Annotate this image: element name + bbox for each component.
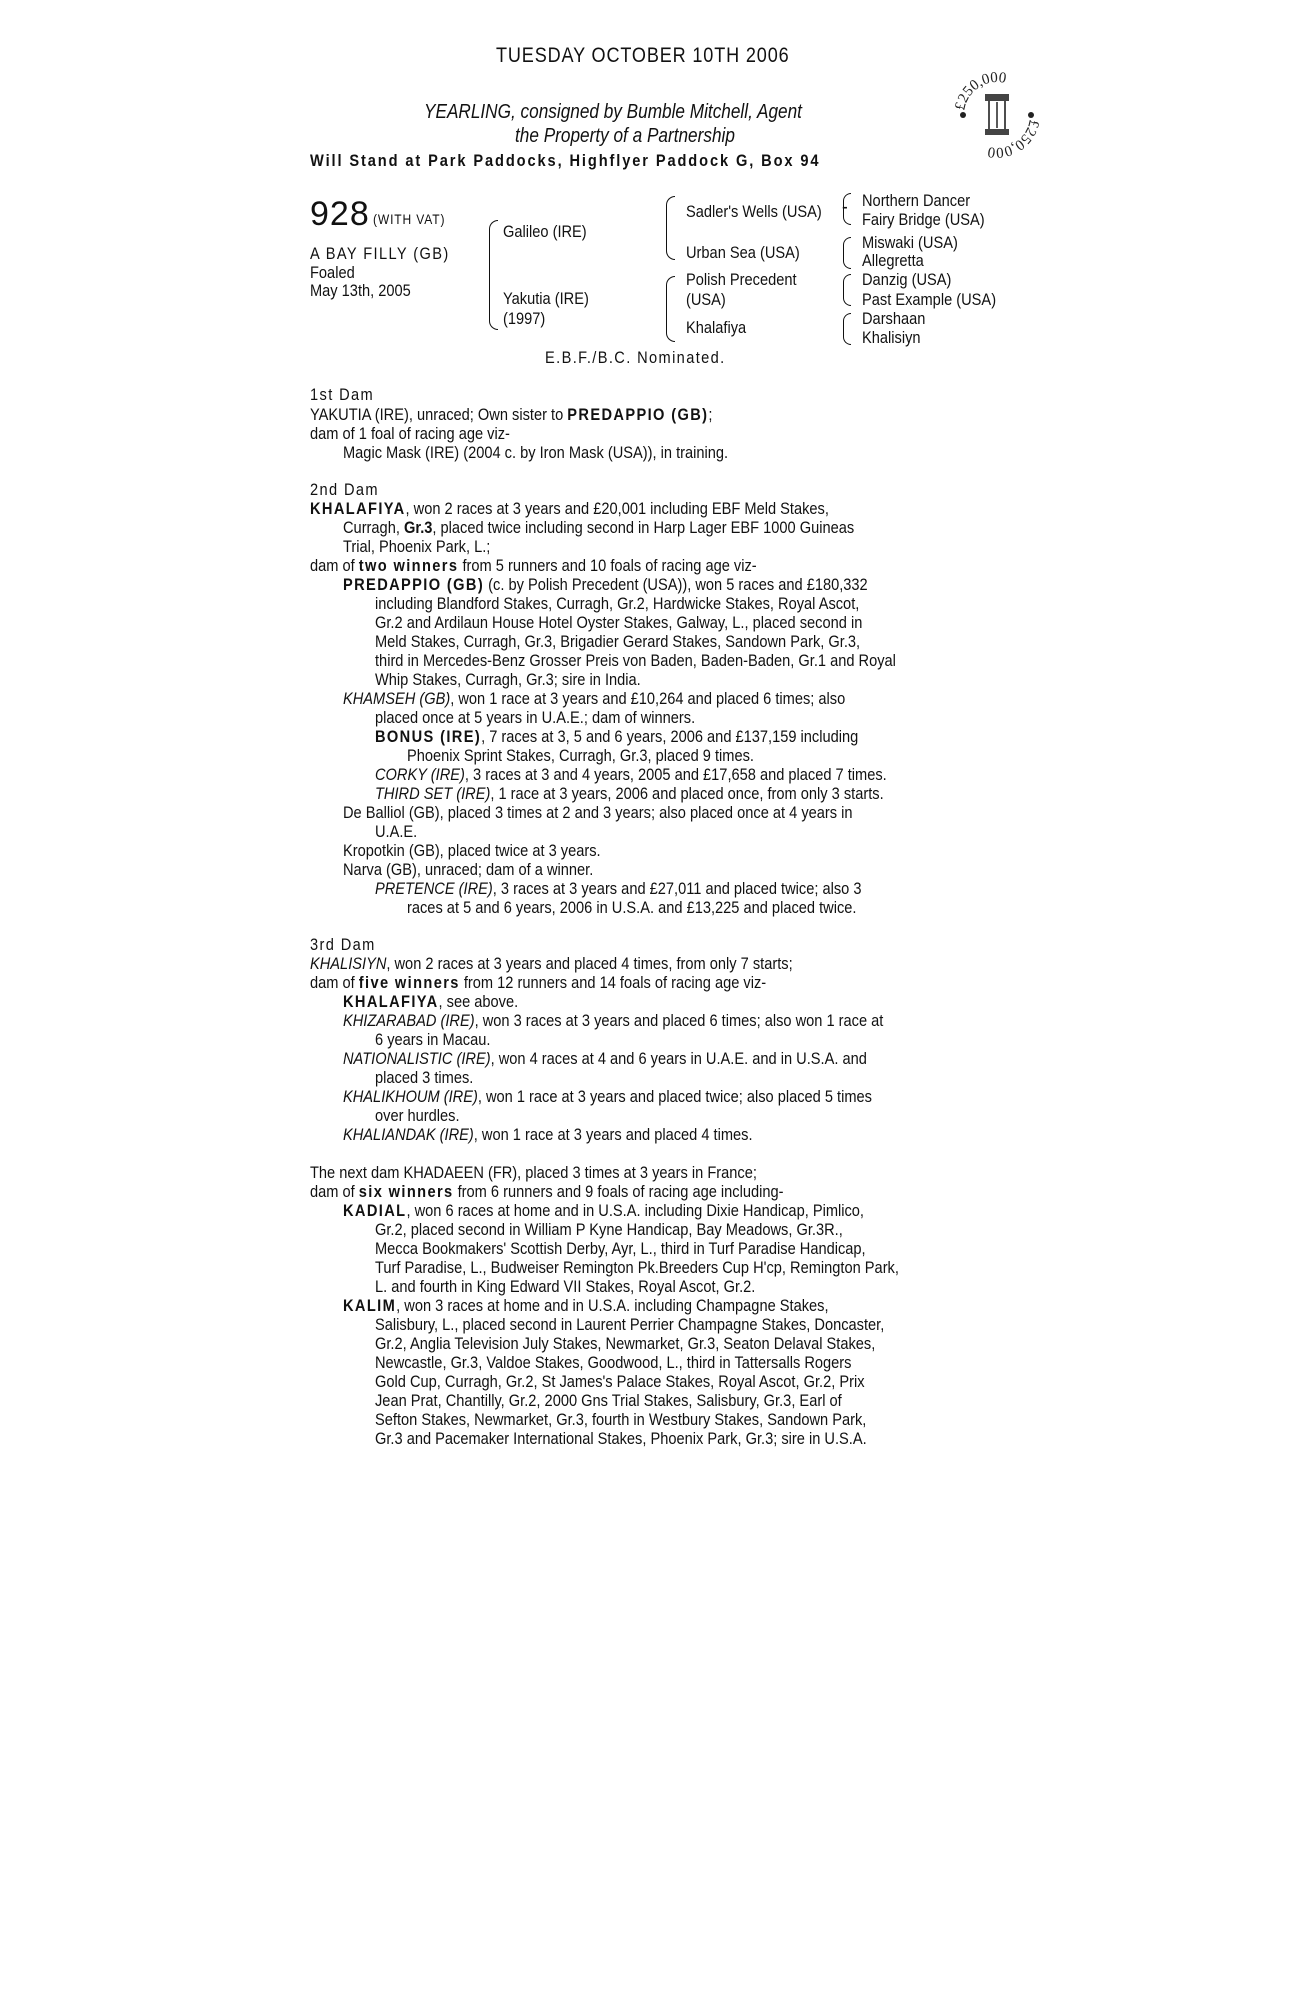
khaliandak-line: KHALIANDAK (IRE), won 1 race at 3 years and placed 4 times. <box>343 1125 753 1144</box>
third-dam-line: dam of five winners from 12 runners and 14 foals of racing age viz- <box>310 973 767 992</box>
kalim-line: Gr.3 and Pacemaker International Stakes, Phoenix Park, Gr.3; sire in U.S.A. <box>375 1429 867 1448</box>
khamseh-line: KHAMSEH (GB), won 1 race at 3 years and £10,264 and placed 6 times; also <box>343 689 846 708</box>
second-dam-line: dam of two winners from 5 runners and 10 foals of racing age viz- <box>310 556 757 575</box>
first-dam-line-1: YAKUTIA (IRE), unraced; Own sister to PREDAPPIO (GB); <box>310 405 713 424</box>
pedigree-dss: Danzig (USA) <box>862 270 952 289</box>
predappio-line: PREDAPPIO (GB) (c. by Polish Precedent (USA)), won 5 races and £180,332 <box>343 575 868 594</box>
khizarabad-line: 6 years in Macau. <box>375 1030 491 1049</box>
consignor-line: YEARLING, consigned by Bumble Mitchell, Agent <box>424 101 802 123</box>
khalafiya-line: KHALAFIYA, see above. <box>343 992 519 1011</box>
kalim-line: Sefton Stakes, Newmarket, Gr.3, fourth in Westbury Stakes, Sandown Park, <box>375 1410 867 1429</box>
kalim-line: Newcastle, Gr.3, Valdoe Stakes, Goodwood, L., third in Tattersalls Rogers <box>375 1353 852 1372</box>
first-dam-heading: 1st Dam <box>310 385 375 404</box>
kalim-line: Gr.2, Anglia Television July Stakes, Newmarket, Gr.3, Seaton Delaval Stakes, <box>375 1334 876 1353</box>
khamseh-line: placed once at 5 years in U.A.E.; dam of winners. <box>375 708 696 727</box>
pedigree-dam-year: (1997) <box>503 309 546 328</box>
de-balliol-line: De Balliol (GB), placed 3 times at 2 and 3 years; also placed once at 4 years in <box>343 803 853 822</box>
pedigree-bracket-dam <box>666 276 675 342</box>
kalim-line: Jean Prat, Chantilly, Gr.2, 2000 Gns Trial Stakes, Salisbury, Gr.3, Earl of <box>375 1391 842 1410</box>
corky-line: CORKY (IRE), 3 races at 3 and 4 years, 2005 and £17,658 and placed 7 times. <box>375 765 887 784</box>
pedigree-dam-sire-1: Polish Precedent <box>686 270 797 289</box>
predappio-line: Gr.2 and Ardilaun House Hotel Oyster Stakes, Galway, L., placed second in <box>375 613 863 632</box>
kropotkin-line: Kropotkin (GB), placed twice at 3 years. <box>343 841 601 860</box>
kalim-line: KALIM, won 3 races at home and in U.S.A. including Champagne Stakes, <box>343 1296 829 1315</box>
next-dam-line: The next dam KHADAEEN (FR), placed 3 times at 3 years in France; <box>310 1163 757 1182</box>
pedigree-connector: - <box>842 196 848 218</box>
pedigree-sire-sire: Sadler's Wells (USA) <box>686 202 822 221</box>
pedigree-dsd: Past Example (USA) <box>862 290 997 309</box>
stamp-price-bottom: £250,000 <box>986 118 1042 160</box>
second-dam-line: KHALAFIYA, won 2 races at 3 years and £20,001 including EBF Meld Stakes, <box>310 499 829 518</box>
predappio-line: third in Mercedes-Benz Grosser Preis von Baden, Baden-Baden, Gr.1 and Royal <box>375 651 896 670</box>
third-set-line: THIRD SET (IRE), 1 race at 3 years, 2006 and placed once, from only 3 starts. <box>375 784 884 803</box>
kalim-line: Salisbury, L., placed second in Laurent Perrier Champagne Stakes, Doncaster, <box>375 1315 885 1334</box>
pedigree-bracket-sire <box>666 196 675 260</box>
pedigree-dds: Darshaan <box>862 309 926 328</box>
first-dam-line-2: dam of 1 foal of racing age viz- <box>310 424 510 443</box>
pedigree-sds: Miswaki (USA) <box>862 233 958 252</box>
foaled-label: Foaled <box>310 263 355 282</box>
pedigree-bracket-sd <box>843 237 851 269</box>
nationalistic-line: placed 3 times. <box>375 1068 474 1087</box>
second-dam-heading: 2nd Dam <box>310 480 379 499</box>
pedigree-bracket-dd <box>843 313 851 345</box>
nationalistic-line: NATIONALISTIC (IRE), won 4 races at 4 and 6 years in U.A.E. and in U.S.A. and <box>343 1049 867 1068</box>
lot-description: A BAY FILLY (GB) <box>310 244 450 263</box>
pretence-line: races at 5 and 6 years, 2006 in U.S.A. and £13,225 and placed twice. <box>407 898 857 917</box>
first-dam-line-3: Magic Mask (IRE) (2004 c. by Iron Mask (USA)), in training. <box>343 443 729 462</box>
pedigree-bracket-main <box>489 220 498 330</box>
kadial-line: KADIAL, won 6 races at home and in U.S.A. including Dixie Handicap, Pimlico, <box>343 1201 864 1220</box>
second-dam-line: Trial, Phoenix Park, L.; <box>343 537 491 556</box>
pedigree-sdd: Allegretta <box>862 251 924 270</box>
pretence-line: PRETENCE (IRE), 3 races at 3 years and £27,011 and placed twice; also 3 <box>375 879 862 898</box>
vat-note: (WITH VAT) <box>373 211 446 227</box>
next-dam-line: dam of six winners from 6 runners and 9 foals of racing age including- <box>310 1182 784 1201</box>
pedigree-dam-sire-2: (USA) <box>686 290 726 309</box>
kadial-line: Mecca Bookmakers' Scottish Derby, Ayr, L., third in Turf Paradise Handicap, <box>375 1239 866 1258</box>
de-balliol-line: U.A.E. <box>375 822 418 841</box>
bonus-line: Phoenix Sprint Stakes, Curragh, Gr.3, placed 9 times. <box>407 746 754 765</box>
pedigree-dam: Yakutia (IRE) <box>503 289 589 308</box>
bonus-line: BONUS (IRE), 7 races at 3, 5 and 6 years, 2006 and £137,159 including <box>375 727 859 746</box>
kalim-line: Gold Cup, Curragh, Gr.2, St James's Palace Stakes, Royal Ascot, Gr.2, Prix <box>375 1372 865 1391</box>
pedigree-sire-dam: Urban Sea (USA) <box>686 243 800 262</box>
predappio-line: Meld Stakes, Curragh, Gr.3, Brigadier Gerard Stakes, Sandown Park, Gr.3, <box>375 632 861 651</box>
svg-text:£250,000 <box>952 70 1007 112</box>
stamp-price-top: £250,000 <box>952 70 1008 112</box>
khizarabad-line: KHIZARABAD (IRE), won 3 races at 3 years and placed 6 times; also won 1 race at <box>343 1011 884 1030</box>
pedigree-dam-dam: Khalafiya <box>686 318 747 337</box>
foaled-date: May 13th, 2005 <box>310 281 411 300</box>
kadial-line: Turf Paradise, L., Budweiser Remington Pk.Breeders Cup H'cp, Remington Park, <box>375 1258 899 1277</box>
kadial-line: L. and fourth in King Edward VII Stakes, Royal Ascot, Gr.2. <box>375 1277 756 1296</box>
pedigree-ddd: Khalisiyn <box>862 328 921 347</box>
auction-hammer-stamp-icon <box>952 70 1042 160</box>
pedigree-sire: Galileo (IRE) <box>503 222 587 241</box>
predappio-line: Whip Stakes, Curragh, Gr.3; sire in India. <box>375 670 641 689</box>
second-dam-line: Curragh, Gr.3, placed twice including second in Harp Lager EBF 1000 Guineas <box>343 518 855 537</box>
narva-line: Narva (GB), unraced; dam of a winner. <box>343 860 594 879</box>
nomination-note: E.B.F./B.C. Nominated. <box>545 348 726 367</box>
svg-text:£250,000 <box>987 118 1042 160</box>
property-line: the Property of a Partnership <box>515 125 735 147</box>
stand-location: Will Stand at Park Paddocks, Highflyer Paddock G, Box 94 <box>310 151 821 170</box>
lot-number: 928 <box>310 195 370 233</box>
pedigree-ssd: Fairy Bridge (USA) <box>862 210 985 229</box>
sale-date: TUESDAY OCTOBER 10TH 2006 <box>496 44 790 67</box>
predappio-line: including Blandford Stakes, Curragh, Gr.2, Hardwicke Stakes, Royal Ascot, <box>375 594 860 613</box>
pedigree-bracket-ds <box>843 274 851 306</box>
khalikhoum-line: KHALIKHOUM (IRE), won 1 race at 3 years and placed twice; also placed 5 times <box>343 1087 872 1106</box>
kadial-line: Gr.2, placed second in William P Kyne Handicap, Bay Meadows, Gr.3R., <box>375 1220 843 1239</box>
khalikhoum-line: over hurdles. <box>375 1106 460 1125</box>
pedigree-sss: Northern Dancer <box>862 191 971 210</box>
third-dam-heading: 3rd Dam <box>310 935 376 954</box>
third-dam-line: KHALISIYN, won 2 races at 3 years and placed 4 times, from only 7 starts; <box>310 954 793 973</box>
